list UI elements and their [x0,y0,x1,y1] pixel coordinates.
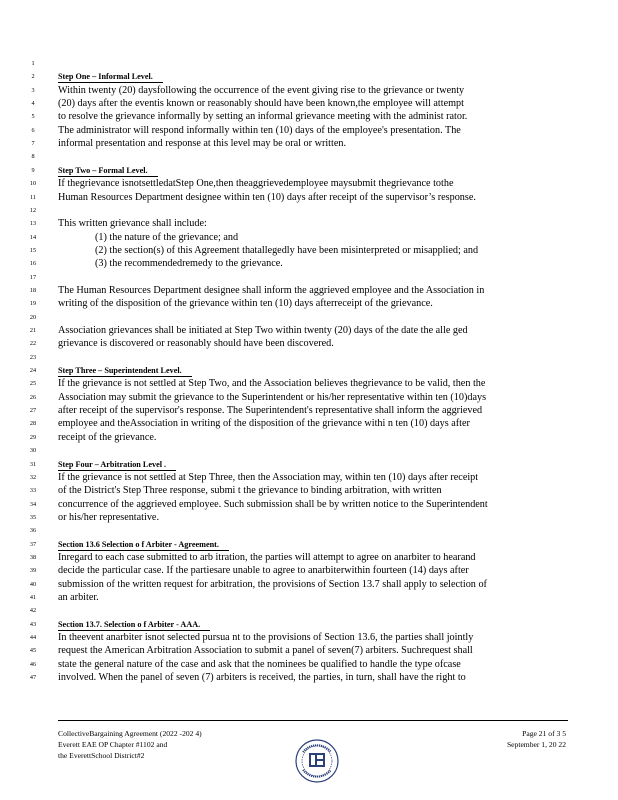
section-heading: Step One – Informal Level. [58,72,163,83]
body-text-line: decide the particular case. If the partiesare unable to agree to anarbiterwithin fourteen (14) days after [58,565,469,577]
body-text-line: If the grievance is not settled at Step Two, and the Association believes thegrievance to be valid, then the [58,378,486,390]
line-number: 21 [29,327,37,334]
line-number: 46 [29,660,37,668]
line-number: 44 [29,634,37,642]
line-number: 20 [29,313,37,321]
body-text-line: (20) days after the eventis known or reasonably should have been known,the employee will attempt [58,98,464,110]
footer-left-line-1: CollectiveBargaining Agreement (2022 -202 4) [58,729,202,738]
page-number: Page 21 of 3 5 [522,729,566,738]
body-text-line: Within twenty (20) daysfollowing the occurrence of the event giving rise to the grievance or twenty [58,84,465,96]
body-text-line: The Human Resources Department designee shall inform the aggrieved employee and the Association in [58,284,485,296]
section-heading: Step Two – Formal Level. [58,166,158,177]
line-number: 24 [29,367,37,375]
line-number: 29 [29,433,37,441]
footer-left-line-3: the EverettSchool District#2 [58,751,145,760]
line-number: 4 [31,100,35,108]
body-text-line: submission of the written request for arbitration, the provisions of Section 13.7 shall apply to selection of [58,578,487,590]
section-heading: Section 13.7. Selection o f Arbiter - AAA. [58,620,210,631]
line-number: 25 [29,380,37,388]
line-number: 41 [29,594,37,601]
line-number: 14 [29,233,37,241]
line-number: 45 [29,647,37,655]
line-number: 34 [29,500,37,508]
line-number: 1 [31,60,35,67]
line-number: 36 [29,527,37,535]
line-number: 10 [29,180,37,188]
line-number: 32 [29,473,37,481]
section-heading: Step Four – Arbitration Level . [58,460,176,471]
body-text-line: employee and theAssociation in writing of the disposition of the grievance withi n ten (10) days after [58,418,470,430]
list-item: (3) the recommendedremedy to the grievance. [95,258,283,270]
body-text-line: after receipt of the supervisor's response. The Superintendent's representative shall inform the aggrieved [58,405,483,417]
line-number: 15 [29,246,37,254]
body-text-line: The administrator will respond informally within ten (10) days of the employee's presentation. The [58,124,461,136]
list-item: (1) the nature of the grievance; and [95,231,239,243]
body-text-line: request the American Arbitration Association to submit a panel of seven(7) arbiters. Suchrequest shall [58,645,473,657]
body-text-line: If thegrievance isnotsettledatStep One,then theaggrievedemployee maysubmit thegrievance tothe [58,178,454,190]
line-number: 37 [29,540,37,548]
line-number: 28 [29,420,37,428]
body-text-line: Association grievances shall be initiated at Step Two within twenty (20) days of the date the alle ged [58,325,468,336]
body-text-line: involved. When the panel of seven (7) arbiters is received, the parties, in turn, shall have the right to [58,672,466,684]
body-text-line: In theevent anarbiter isnot selected pursua nt to the provisions of Section 13.6, the parties shall jointly [58,632,474,644]
footer-rule [58,720,568,721]
body-text-line: Association may submit the grievance to the Superintendent or his/her representative within ten (10)days [58,391,487,403]
body-text-line: or his/her representative. [58,511,159,523]
section-heading: Step Three – Superintendent Level. [58,366,192,377]
line-number: 8 [31,153,35,161]
line-number: 12 [29,206,37,214]
union-seal-logo [294,738,340,784]
body-text-line: If the grievance is not settled at Step Three, then the Association may, within ten (10) days after receipt [58,471,479,483]
line-number: 19 [29,300,37,308]
body-text-line: an arbiter. [58,592,99,603]
line-number: 31 [29,460,37,468]
line-number: 35 [29,513,37,521]
body-text-line: to resolve the grievance informally by setting an informal grievance meeting with the administ rator. [58,111,468,123]
footer-date: September 1, 20 22 [506,740,566,749]
body-text-line: state the general nature of the case and ask that the nominees be qualified to handle the type ofcase [58,658,461,670]
line-number: 23 [29,353,37,361]
line-number: 42 [29,607,37,615]
line-number: 7 [31,140,35,148]
body-text-line: This written grievance shall include: [58,218,207,230]
body-text-line: Inregard to each case submitted to arb itration, the parties will attempt to agree on anarbiter to hearand [58,551,476,563]
line-number: 13 [29,220,37,228]
line-number: 18 [29,286,37,294]
line-number: 2 [31,73,35,81]
line-number: 5 [31,113,35,121]
body-text-line: grievance is discovered or reasonably should have been discovered. [58,338,334,350]
line-number: 26 [29,393,37,401]
line-number: 3 [31,86,35,94]
line-number: 38 [29,553,37,561]
body-text-line: writing of the disposition of the grievance within ten (10) days afterreceipt of the grievance. [58,298,433,310]
line-number: 16 [29,260,37,268]
body-text-line: concurrence of the aggrieved employee. Such submission shall be by written notice to the Superintendent [58,498,488,510]
line-number: 43 [29,620,37,628]
footer-left-line-2: Everett EAE OP Chapter #1102 and [58,740,168,749]
line-number: 39 [29,567,37,575]
line-number: 11 [30,193,36,201]
line-number: 27 [29,407,37,415]
section-heading: Section 13.6 Selection o f Arbiter - Agreement. [58,540,229,551]
body-text-line: Human Resources Department designee within ten (10) days after receipt of the supervisor’s response. [58,191,476,203]
line-number: 30 [29,447,37,455]
line-number: 6 [31,126,35,134]
line-number: 40 [29,580,37,588]
body-text-line: of the District's Step Three response, submi t the grievance to binding arbitration, with written [58,485,442,497]
line-number: 17 [29,273,37,281]
list-item: (2) the section(s) of this Agreement thatallegedly have been misinterpreted or misapplied; and [95,244,479,256]
body-text-line: informal presentation and response at this level may be oral or written. [58,138,346,150]
line-number: 47 [29,674,37,682]
body-text-line: receipt of the grievance. [58,431,157,443]
line-number: 33 [29,487,37,495]
line-number: 22 [29,340,37,348]
line-number: 9 [31,166,35,174]
